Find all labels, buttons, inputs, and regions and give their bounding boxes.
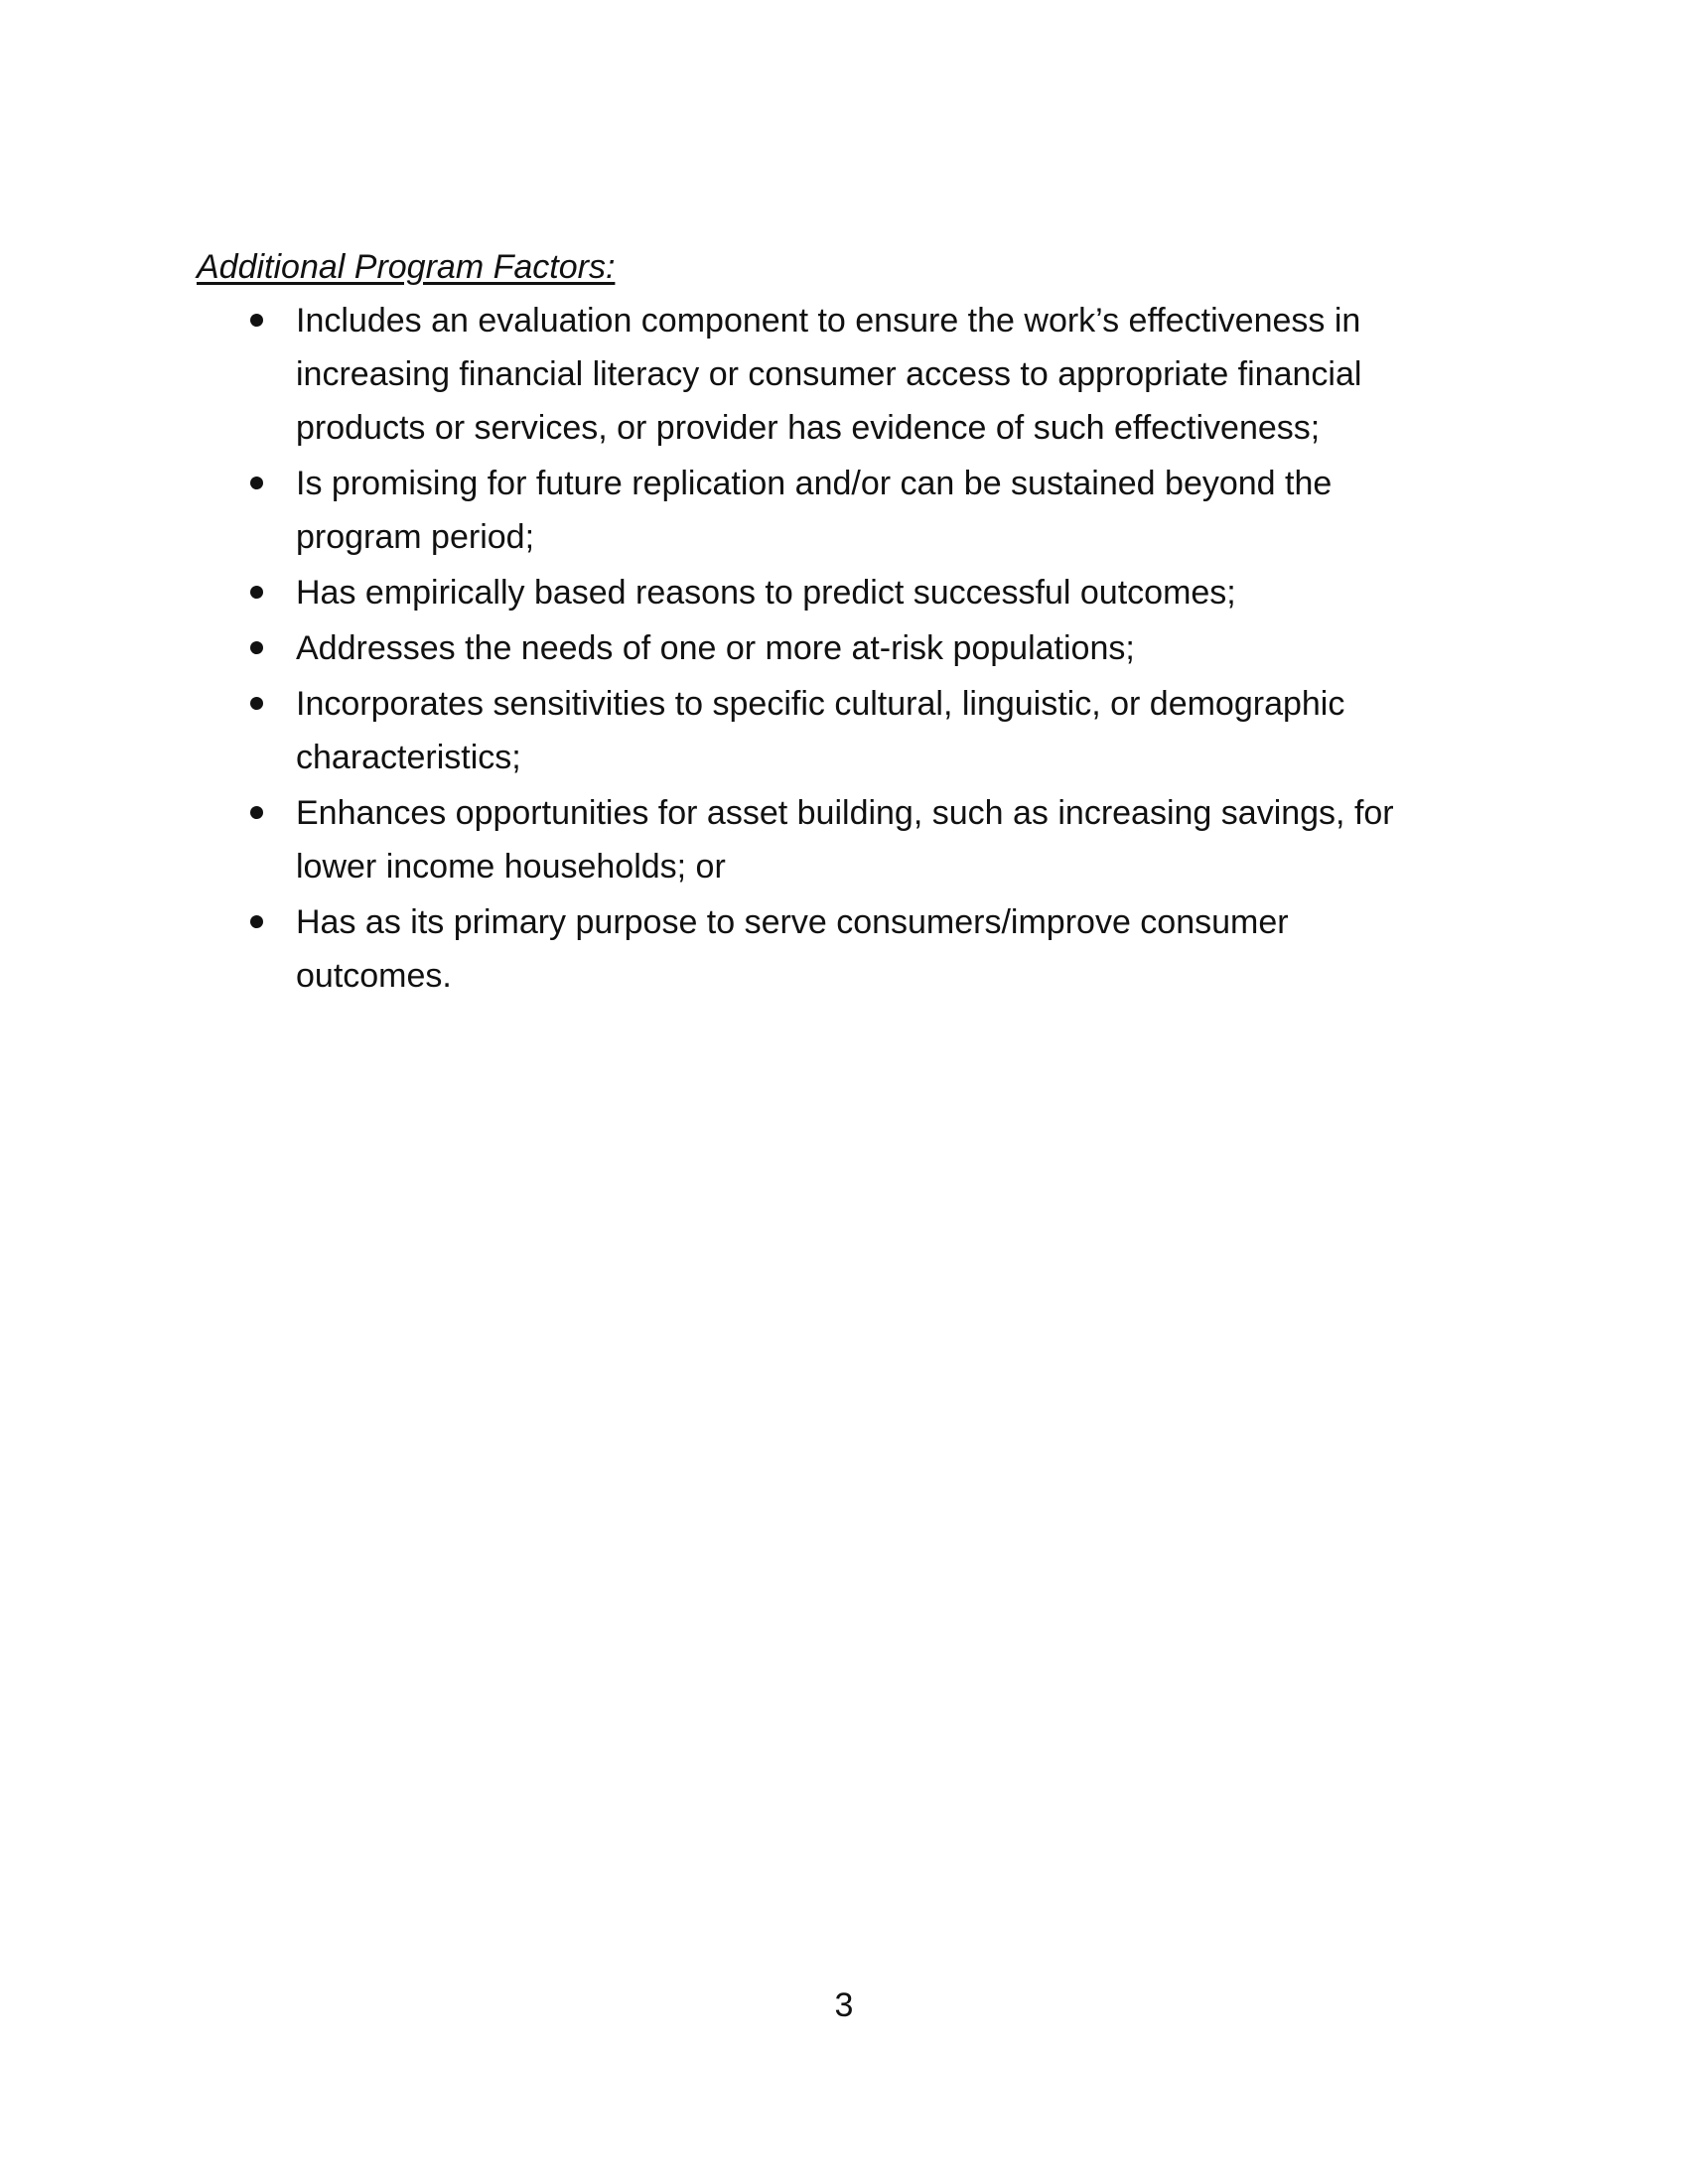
list-item [197,677,1438,784]
list-item-text: Has empirically based reasons to predict successful outcomes; [296,574,1236,612]
list-item-text: Is promising for future replication and/or can be sustained beyond the program period; [296,465,1333,556]
list-item [197,294,1438,455]
bullet-icon [250,641,263,654]
bullet-icon [250,915,263,928]
list-item-text: Enhances opportunities for asset building, such as increasing savings, for lower income households; or [296,794,1394,886]
list-item-text: Has as its primary purpose to serve consumers/improve consumer outcomes. [296,903,1289,995]
list-item-text: Includes an evaluation component to ensure the work’s effectiveness in increasing financial literacy or consumer access to appropriate financial products or services, or provider has evidence of such effectiveness; [296,302,1362,447]
list-item-text: Incorporates sensitivities to specific cultural, linguistic, or demographic characteristics; [296,685,1345,776]
bullet-icon [250,477,263,489]
list-item [197,786,1438,893]
section-heading: Additional Program Factors: [197,248,616,286]
list-item [197,621,1438,675]
list-item [197,457,1438,564]
bullet-icon [250,586,263,599]
list-item [197,566,1438,619]
page-number: 3 [834,1986,854,2024]
bullet-icon [250,806,263,819]
list-item-text: Addresses the needs of one or more at-risk populations; [296,629,1135,667]
bullet-icon [250,314,263,327]
bullet-icon [250,697,263,710]
list-item [197,895,1438,1003]
program-factors-list [197,294,1438,1005]
